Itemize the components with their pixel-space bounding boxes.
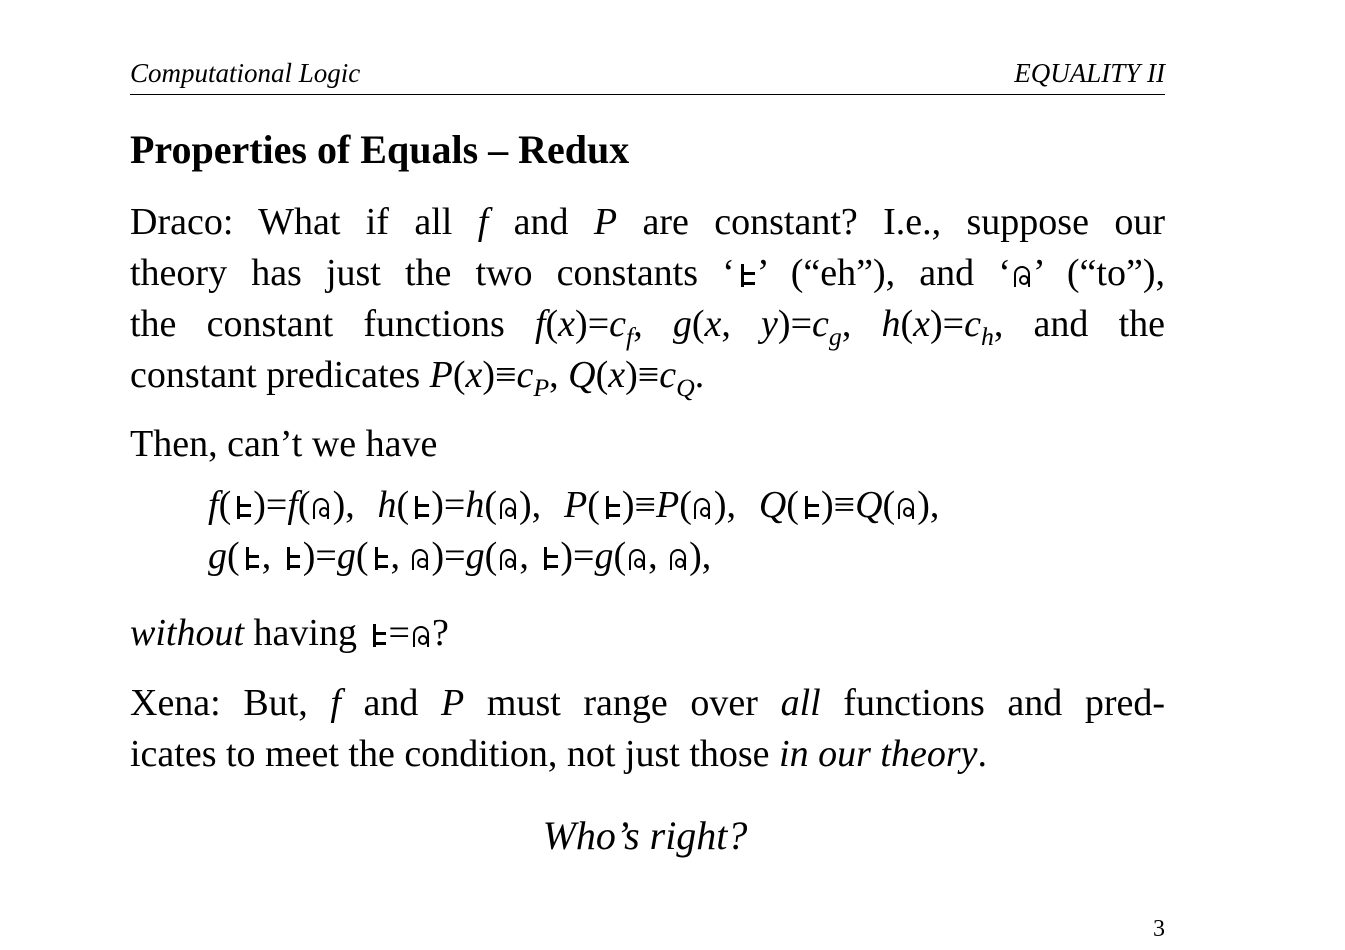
eh-constant-icon — [368, 624, 387, 648]
slide-header — [130, 56, 1165, 95]
constant-predicates-formula: $P(x)\equiv c_P$, $Q(x)\equiv c_Q$ — [429, 354, 695, 403]
draco-line-4: constant predicates $P(x)\equiv c_P$, $Q(x)\equiv c_Q$. — [130, 354, 705, 403]
draco-line-2: theory has just the two constants ‘ ’ (“eh”), and ‘ ’ (“to”), — [130, 252, 1165, 294]
constant-functions-formula: $f(x)=c_f$, g(x, $y)=c_g$, $h(x)=c_h$ — [534, 303, 994, 352]
xena-line-1: Xena: But, f and P must range over all functions and pred- — [130, 682, 1166, 724]
draco-line-3: the constant functions $f(x)=c_f$, g(x, $y)=c_g$, $h(x)=c_h$, and the — [130, 303, 1165, 352]
draco-paragraph — [130, 197, 1165, 401]
header-course-title: Computational Logic — [130, 58, 361, 88]
to-constant-icon — [411, 624, 430, 648]
to-constant-icon — [1012, 264, 1031, 288]
header-section-title: EQUALITY II — [1014, 58, 1165, 88]
eh-constant-icon — [736, 264, 755, 288]
equation-block — [208, 480, 939, 582]
xena-paragraph — [130, 678, 1165, 780]
closing-question: Who’s right? — [542, 813, 748, 858]
xena-line-2: icates to meet the condition, not just those in our theory. — [130, 733, 987, 775]
page-number: 3 — [1153, 916, 1165, 942]
equation-row-1: f( )=f( ), h( )=h( ), P( )≡P( ), Q( )≡Q( ), — [208, 484, 940, 526]
slide-title: Properties of Equals – Redux — [130, 127, 630, 172]
without-paragraph: without having = ? — [130, 612, 449, 654]
equation-row-2: g( , )=g( , )=g( , )=g( , ), — [208, 535, 712, 577]
then-paragraph: Then, can’t we have — [130, 423, 438, 465]
draco-line-1: Draco: What if all f and P are constant? I.e., suppose our — [130, 201, 1165, 243]
